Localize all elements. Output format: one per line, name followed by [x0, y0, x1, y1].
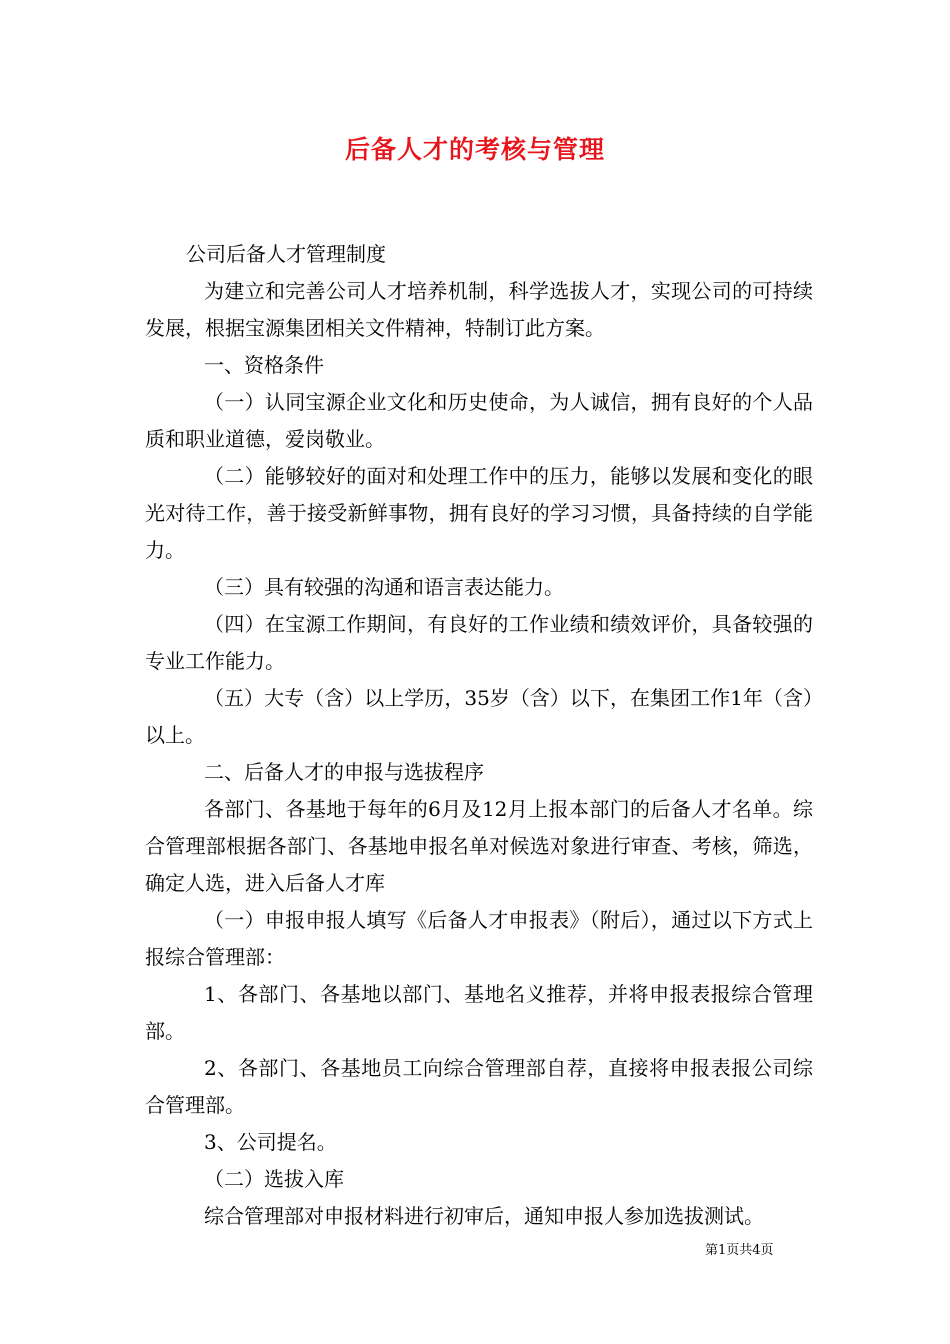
body-paragraph: （二）能够较好的面对和处理工作中的压力，能够以发展和变化的眼光对待工作，善于接受新鲜事物，拥有良好的学习习惯，具备持续的自学能力。 — [145, 464, 813, 562]
body-paragraph: （三）具有较强的沟通和语言表达能力。 — [204, 575, 564, 599]
body-paragraph: （一）认同宝源企业文化和历史使命，为人诚信，拥有良好的个人品质和职业道德，爱岗敬业。 — [145, 390, 813, 451]
body-paragraph: 综合管理部对申报材料进行初审后，通知申报人参加选拔测试。 — [204, 1204, 764, 1228]
body-paragraph: 一、资格条件 — [204, 353, 324, 377]
body-paragraph: 二、后备人才的申报与选拔程序 — [204, 760, 484, 784]
body-paragraph: 为建立和完善公司人才培养机制，科学选拔人才，实现公司的可持续发展，根据宝源集团相关文件精神，特制订此方案。 — [145, 279, 813, 340]
document-title: 后备人才的考核与管理 — [344, 135, 605, 164]
body-paragraph: （五）大专（含）以上学历，35岁（含）以下，在集团工作1年（含）以上。 — [145, 686, 813, 747]
body-paragraph: 3、公司提名。 — [204, 1130, 337, 1154]
document-body — [145, 236, 813, 1235]
body-paragraph: 1、各部门、各基地以部门、基地名义推荐，并将申报表报综合管理部。 — [145, 982, 813, 1043]
body-paragraph: 公司后备人才管理制度 — [186, 242, 386, 266]
body-paragraph: （二）选拔入库 — [204, 1167, 344, 1191]
body-paragraph: （一）申报申报人填写《后备人才申报表》（附后），通过以下方式上报综合管理部： — [145, 908, 813, 969]
body-paragraph: 各部门、各基地于每年的6月及12月上报本部门的后备人才名单。综合管理部根据各部门、各基地申报名单对候选对象进行审查、考核，筛选，确定人选，进入后备人才库 — [145, 797, 813, 895]
body-paragraph: （四）在宝源工作期间，有良好的工作业绩和绩效评价，具备较强的专业工作能力。 — [145, 612, 813, 673]
page-indicator: 第1页共4页 — [705, 1243, 774, 1258]
body-paragraph: 2、各部门、各基地员工向综合管理部自荐，直接将申报表报公司综合管理部。 — [145, 1056, 813, 1117]
